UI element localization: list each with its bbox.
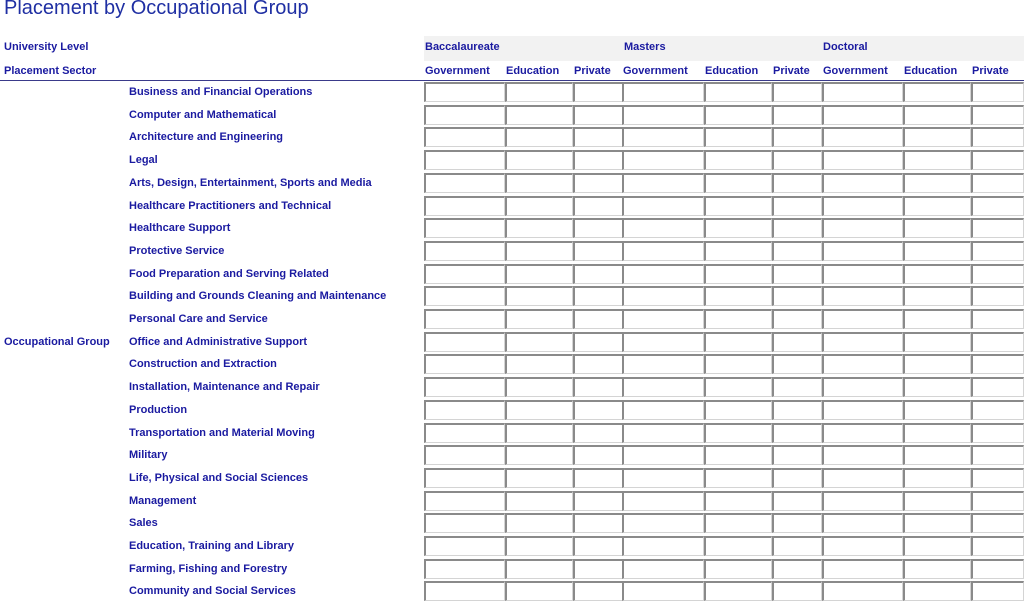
placement-input-cell[interactable] — [424, 196, 505, 216]
placement-input-cell[interactable] — [505, 241, 573, 261]
placement-input-cell[interactable] — [704, 513, 772, 533]
placement-input-cell[interactable] — [424, 536, 505, 556]
placement-input-cell[interactable] — [704, 286, 772, 306]
placement-input-cell[interactable] — [505, 332, 573, 352]
occupation-label: Legal — [129, 154, 158, 167]
placement-input-cell[interactable] — [971, 127, 1024, 147]
placement-input-cell[interactable] — [622, 513, 704, 533]
table-row — [0, 81, 1024, 104]
placement-input-cell[interactable] — [971, 309, 1024, 329]
occupation-label: Healthcare Support — [129, 222, 231, 235]
placement-input-cell[interactable] — [622, 241, 704, 261]
placement-input-cell[interactable] — [573, 150, 623, 170]
placement-input-cell[interactable] — [903, 127, 971, 147]
table-row — [0, 467, 1024, 490]
placement-input-cell[interactable] — [903, 82, 971, 102]
placement-input-cell[interactable] — [903, 445, 971, 465]
placement-input-cell[interactable] — [822, 150, 903, 170]
placement-input-cell[interactable] — [903, 559, 971, 579]
placement-input-cell[interactable] — [971, 445, 1024, 465]
placement-input-cell[interactable] — [822, 264, 903, 284]
placement-input-cell[interactable] — [772, 581, 822, 601]
placement-input-cell[interactable] — [424, 150, 505, 170]
placement-input-cell[interactable] — [622, 218, 704, 238]
placement-input-cell[interactable] — [772, 536, 822, 556]
placement-input-cell[interactable] — [424, 286, 505, 306]
placement-input-cell[interactable] — [822, 82, 903, 102]
placement-input-cell[interactable] — [622, 286, 704, 306]
page-title: Placement by Occupational Group — [4, 0, 309, 19]
placement-input-cell[interactable] — [424, 445, 505, 465]
placement-input-cell[interactable] — [573, 491, 623, 511]
placement-input-cell[interactable] — [505, 400, 573, 420]
placement-input-cell[interactable] — [424, 309, 505, 329]
placement-input-cell[interactable] — [505, 196, 573, 216]
occupation-label: Transportation and Material Moving — [129, 426, 315, 439]
placement-input-cell[interactable] — [573, 241, 623, 261]
university-level-label: University Level — [4, 41, 89, 53]
placement-input-cell[interactable] — [822, 536, 903, 556]
placement-input-cell[interactable] — [704, 559, 772, 579]
occupation-label: Installation, Maintenance and Repair — [129, 381, 320, 394]
occupation-label: Personal Care and Service — [129, 313, 268, 325]
placement-input-cell[interactable] — [822, 400, 903, 420]
placement-input-cell[interactable] — [505, 513, 573, 533]
placement-input-cell[interactable] — [772, 559, 822, 579]
placement-input-cell[interactable] — [505, 218, 573, 238]
placement-input-cell[interactable] — [424, 513, 505, 533]
occupation-label: Community and Social Services — [129, 585, 296, 598]
placement-input-cell[interactable] — [573, 173, 623, 193]
placement-input-cell[interactable] — [903, 196, 971, 216]
placement-input-cell[interactable] — [505, 468, 573, 488]
placement-input-cell[interactable] — [573, 445, 623, 465]
placement-input-cell[interactable] — [971, 241, 1024, 261]
table-row — [0, 104, 1024, 127]
placement-input-cell[interactable] — [505, 559, 573, 579]
table-row — [0, 490, 1024, 513]
sector-header: Government — [425, 65, 490, 77]
placement-input-cell[interactable] — [903, 423, 971, 443]
placement-input-cell[interactable] — [704, 354, 772, 374]
placement-input-cell[interactable] — [822, 377, 903, 397]
placement-input-cell[interactable] — [772, 309, 822, 329]
placement-input-cell[interactable] — [822, 491, 903, 511]
placement-input-cell[interactable] — [903, 377, 971, 397]
placement-input-cell[interactable] — [505, 581, 573, 601]
placement-input-cell[interactable] — [622, 559, 704, 579]
placement-input-cell[interactable] — [622, 264, 704, 284]
placement-input-cell[interactable] — [424, 423, 505, 443]
placement-input-cell[interactable] — [903, 332, 971, 352]
placement-input-cell[interactable] — [622, 82, 704, 102]
placement-input-cell[interactable] — [505, 491, 573, 511]
placement-input-cell[interactable] — [822, 173, 903, 193]
occupation-label: Construction and Extraction — [129, 358, 277, 371]
placement-input-cell[interactable] — [822, 332, 903, 352]
occupation-label: Life, Physical and Social Sciences — [129, 471, 309, 484]
placement-input-cell[interactable] — [971, 468, 1024, 488]
placement-input-cell[interactable] — [971, 491, 1024, 511]
placement-input-cell[interactable] — [772, 82, 822, 102]
sector-header: Education — [506, 65, 560, 77]
placement-input-cell[interactable] — [424, 218, 505, 238]
placement-input-cell[interactable] — [573, 218, 623, 238]
occupation-label: Education, Training and Library — [129, 540, 295, 552]
placement-input-cell[interactable] — [573, 559, 623, 579]
placement-input-cell[interactable] — [822, 105, 903, 125]
placement-input-cell[interactable] — [704, 423, 772, 443]
occupation-label: Business and Financial Operations — [129, 86, 313, 98]
placement-input-cell[interactable] — [772, 127, 822, 147]
placement-input-cell[interactable] — [704, 241, 772, 261]
placement-input-cell[interactable] — [573, 309, 623, 329]
placement-input-cell[interactable] — [772, 196, 822, 216]
placement-input-cell[interactable] — [822, 581, 903, 601]
placement-input-cell[interactable] — [424, 354, 505, 374]
placement-input-cell[interactable] — [772, 332, 822, 352]
placement-input-cell[interactable] — [903, 218, 971, 238]
table-row — [0, 353, 1024, 376]
placement-input-cell[interactable] — [903, 354, 971, 374]
occupation-label: Production — [129, 403, 188, 416]
placement-input-cell[interactable] — [903, 173, 971, 193]
sector-header: Private — [773, 65, 810, 77]
placement-input-cell[interactable] — [573, 400, 623, 420]
placement-input-cell[interactable] — [772, 423, 822, 443]
placement-input-cell[interactable] — [903, 309, 971, 329]
placement-input-cell[interactable] — [622, 400, 704, 420]
placement-input-cell[interactable] — [903, 105, 971, 125]
occupation-label: Military — [129, 449, 168, 462]
placement-input-cell[interactable] — [505, 309, 573, 329]
placement-input-cell[interactable] — [704, 332, 772, 352]
placement-input-cell[interactable] — [704, 105, 772, 125]
placement-input-cell[interactable] — [971, 264, 1024, 284]
placement-input-cell[interactable] — [573, 581, 623, 601]
table-row — [0, 535, 1024, 558]
placement-input-cell[interactable] — [971, 354, 1024, 374]
placement-input-cell[interactable] — [424, 400, 505, 420]
placement-input-cell[interactable] — [772, 491, 822, 511]
placement-input-cell[interactable] — [424, 468, 505, 488]
level-header-masters: Masters — [624, 41, 666, 53]
occupation-label: Sales — [129, 517, 158, 530]
placement-input-cell[interactable] — [424, 377, 505, 397]
placement-input-cell[interactable] — [822, 127, 903, 147]
placement-input-cell[interactable] — [903, 286, 971, 306]
placement-input-cell[interactable] — [971, 536, 1024, 556]
table-row — [0, 126, 1024, 149]
placement-input-cell[interactable] — [704, 173, 772, 193]
placement-input-cell[interactable] — [573, 286, 623, 306]
placement-input-cell[interactable] — [971, 218, 1024, 238]
placement-input-cell[interactable] — [704, 82, 772, 102]
placement-input-cell[interactable] — [772, 218, 822, 238]
placement-input-cell[interactable] — [505, 105, 573, 125]
placement-input-cell[interactable] — [622, 377, 704, 397]
table-row — [0, 422, 1024, 445]
table-row — [0, 580, 1024, 603]
occupation-label: Management — [129, 494, 197, 507]
placement-input-cell[interactable] — [505, 536, 573, 556]
placement-input-cell[interactable] — [424, 559, 505, 579]
occupation-label: Arts, Design, Entertainment, Sports and Media — [129, 176, 372, 189]
placement-input-cell[interactable] — [772, 377, 822, 397]
placement-input-cell[interactable] — [505, 82, 573, 102]
occupational-group-label: Occupational Group — [4, 335, 110, 348]
placement-input-cell[interactable] — [704, 377, 772, 397]
placement-input-cell[interactable] — [573, 536, 623, 556]
placement-input-cell[interactable] — [822, 513, 903, 533]
placement-input-cell[interactable] — [971, 513, 1024, 533]
placement-input-cell[interactable] — [971, 196, 1024, 216]
placement-input-cell[interactable] — [573, 127, 623, 147]
table-row — [0, 376, 1024, 399]
placement-input-cell[interactable] — [822, 468, 903, 488]
placement-input-cell[interactable] — [772, 400, 822, 420]
table-row — [0, 399, 1024, 422]
placement-input-cell[interactable] — [573, 468, 623, 488]
placement-input-cell[interactable] — [704, 127, 772, 147]
placement-input-cell[interactable] — [971, 286, 1024, 306]
placement-input-cell[interactable] — [971, 559, 1024, 579]
placement-input-cell[interactable] — [424, 491, 505, 511]
table-row — [0, 240, 1024, 263]
placement-input-cell[interactable] — [505, 286, 573, 306]
placement-input-cell[interactable] — [704, 264, 772, 284]
placement-input-cell[interactable] — [971, 332, 1024, 352]
placement-input-cell[interactable] — [772, 513, 822, 533]
placement-input-cell[interactable] — [822, 286, 903, 306]
placement-input-cell[interactable] — [505, 377, 573, 397]
placement-input-cell[interactable] — [622, 536, 704, 556]
placement-input-cell[interactable] — [622, 150, 704, 170]
placement-input-cell[interactable] — [772, 286, 822, 306]
table-row — [0, 285, 1024, 308]
placement-input-cell[interactable] — [704, 468, 772, 488]
placement-input-cell[interactable] — [704, 400, 772, 420]
placement-input-cell[interactable] — [822, 196, 903, 216]
placement-input-cell[interactable] — [622, 173, 704, 193]
placement-input-cell[interactable] — [573, 513, 623, 533]
occupation-label: Computer and Mathematical — [129, 108, 277, 121]
placement-input-cell[interactable] — [971, 423, 1024, 443]
placement-input-cell[interactable] — [971, 400, 1024, 420]
table-row — [0, 195, 1024, 218]
occupation-label: Farming, Fishing and Forestry — [129, 562, 288, 575]
table-row — [0, 263, 1024, 286]
placement-input-cell[interactable] — [505, 127, 573, 147]
placement-input-cell[interactable] — [424, 127, 505, 147]
occupation-label: Building and Grounds Cleaning and Maintenance — [129, 290, 387, 303]
placement-input-cell[interactable] — [704, 150, 772, 170]
placement-sector-label: Placement Sector — [4, 65, 97, 77]
placement-input-cell[interactable] — [903, 536, 971, 556]
placement-input-cell[interactable] — [573, 354, 623, 374]
placement-input-cell[interactable] — [622, 491, 704, 511]
placement-input-cell[interactable] — [622, 127, 704, 147]
table-row — [0, 331, 1024, 354]
placement-input-cell[interactable] — [704, 309, 772, 329]
placement-input-cell[interactable] — [772, 468, 822, 488]
sector-header: Government — [623, 65, 688, 77]
placement-input-cell[interactable] — [772, 264, 822, 284]
placement-input-cell[interactable] — [903, 241, 971, 261]
placement-input-cell[interactable] — [822, 559, 903, 579]
placement-input-cell[interactable] — [903, 264, 971, 284]
placement-input-cell[interactable] — [822, 445, 903, 465]
placement-input-cell[interactable] — [505, 423, 573, 443]
placement-input-cell[interactable] — [573, 264, 623, 284]
placement-input-cell[interactable] — [704, 491, 772, 511]
occupation-label: Healthcare Practitioners and Technical — [129, 199, 332, 212]
placement-input-cell[interactable] — [622, 105, 704, 125]
placement-input-cell[interactable] — [424, 581, 505, 601]
sector-header: Government — [823, 65, 888, 77]
placement-input-cell[interactable] — [903, 581, 971, 601]
placement-input-cell[interactable] — [622, 332, 704, 352]
placement-input-cell[interactable] — [903, 468, 971, 488]
placement-input-cell[interactable] — [622, 581, 704, 601]
placement-input-cell[interactable] — [622, 445, 704, 465]
placement-input-cell[interactable] — [822, 309, 903, 329]
sector-header: Private — [574, 65, 611, 77]
table-row — [0, 217, 1024, 240]
placement-input-cell[interactable] — [505, 150, 573, 170]
placement-input-cell[interactable] — [424, 332, 505, 352]
level-header-doctoral: Doctoral — [823, 41, 868, 53]
placement-input-cell[interactable] — [971, 173, 1024, 193]
placement-input-cell[interactable] — [622, 468, 704, 488]
placement-input-cell[interactable] — [704, 581, 772, 601]
placement-input-cell[interactable] — [704, 196, 772, 216]
placement-input-cell[interactable] — [971, 82, 1024, 102]
sector-header: Education — [904, 65, 958, 77]
placement-input-cell[interactable] — [622, 354, 704, 374]
placement-input-cell[interactable] — [573, 196, 623, 216]
placement-input-cell[interactable] — [622, 196, 704, 216]
placement-input-cell[interactable] — [424, 82, 505, 102]
placement-input-cell[interactable] — [424, 173, 505, 193]
table-row — [0, 172, 1024, 195]
placement-input-cell[interactable] — [971, 150, 1024, 170]
placement-input-cell[interactable] — [505, 354, 573, 374]
table-row — [0, 444, 1024, 467]
placement-input-cell[interactable] — [822, 241, 903, 261]
placement-input-cell[interactable] — [971, 377, 1024, 397]
placement-input-cell[interactable] — [772, 150, 822, 170]
level-header-baccalaureate: Baccalaureate — [425, 41, 500, 53]
placement-input-cell[interactable] — [971, 105, 1024, 125]
placement-input-cell[interactable] — [903, 491, 971, 511]
placement-input-cell[interactable] — [573, 105, 623, 125]
placement-input-cell[interactable] — [822, 354, 903, 374]
table-row — [0, 308, 1024, 331]
occupation-label: Office and Administrative Support — [129, 335, 308, 348]
placement-input-cell[interactable] — [772, 173, 822, 193]
placement-input-cell[interactable] — [424, 105, 505, 125]
placement-input-cell[interactable] — [704, 218, 772, 238]
placement-input-cell[interactable] — [505, 264, 573, 284]
placement-input-cell[interactable] — [772, 241, 822, 261]
occupation-label: Architecture and Engineering — [129, 131, 284, 144]
placement-input-cell[interactable] — [772, 105, 822, 125]
placement-input-cell[interactable] — [971, 581, 1024, 601]
placement-input-cell[interactable] — [772, 445, 822, 465]
table-row — [0, 149, 1024, 172]
table-row — [0, 558, 1024, 581]
placement-input-cell[interactable] — [424, 241, 505, 261]
placement-input-cell[interactable] — [622, 309, 704, 329]
placement-input-cell[interactable] — [424, 264, 505, 284]
sector-header: Education — [705, 65, 759, 77]
placement-input-cell[interactable] — [573, 377, 623, 397]
placement-input-cell[interactable] — [903, 150, 971, 170]
placement-input-cell[interactable] — [903, 513, 971, 533]
occupation-label: Food Preparation and Serving Related — [129, 267, 329, 280]
table-row — [0, 512, 1024, 535]
sector-header: Private — [972, 65, 1009, 77]
placement-input-cell[interactable] — [822, 423, 903, 443]
placement-input-cell[interactable] — [822, 218, 903, 238]
occupation-label: Protective Service — [129, 244, 225, 257]
placement-input-cell[interactable] — [505, 445, 573, 465]
placement-input-cell[interactable] — [573, 423, 623, 443]
placement-input-cell[interactable] — [704, 536, 772, 556]
placement-input-cell[interactable] — [704, 445, 772, 465]
placement-input-cell[interactable] — [505, 173, 573, 193]
placement-input-cell[interactable] — [903, 400, 971, 420]
placement-input-cell[interactable] — [772, 354, 822, 374]
placement-input-cell[interactable] — [622, 423, 704, 443]
placement-input-cell[interactable] — [573, 332, 623, 352]
placement-input-cell[interactable] — [573, 82, 623, 102]
